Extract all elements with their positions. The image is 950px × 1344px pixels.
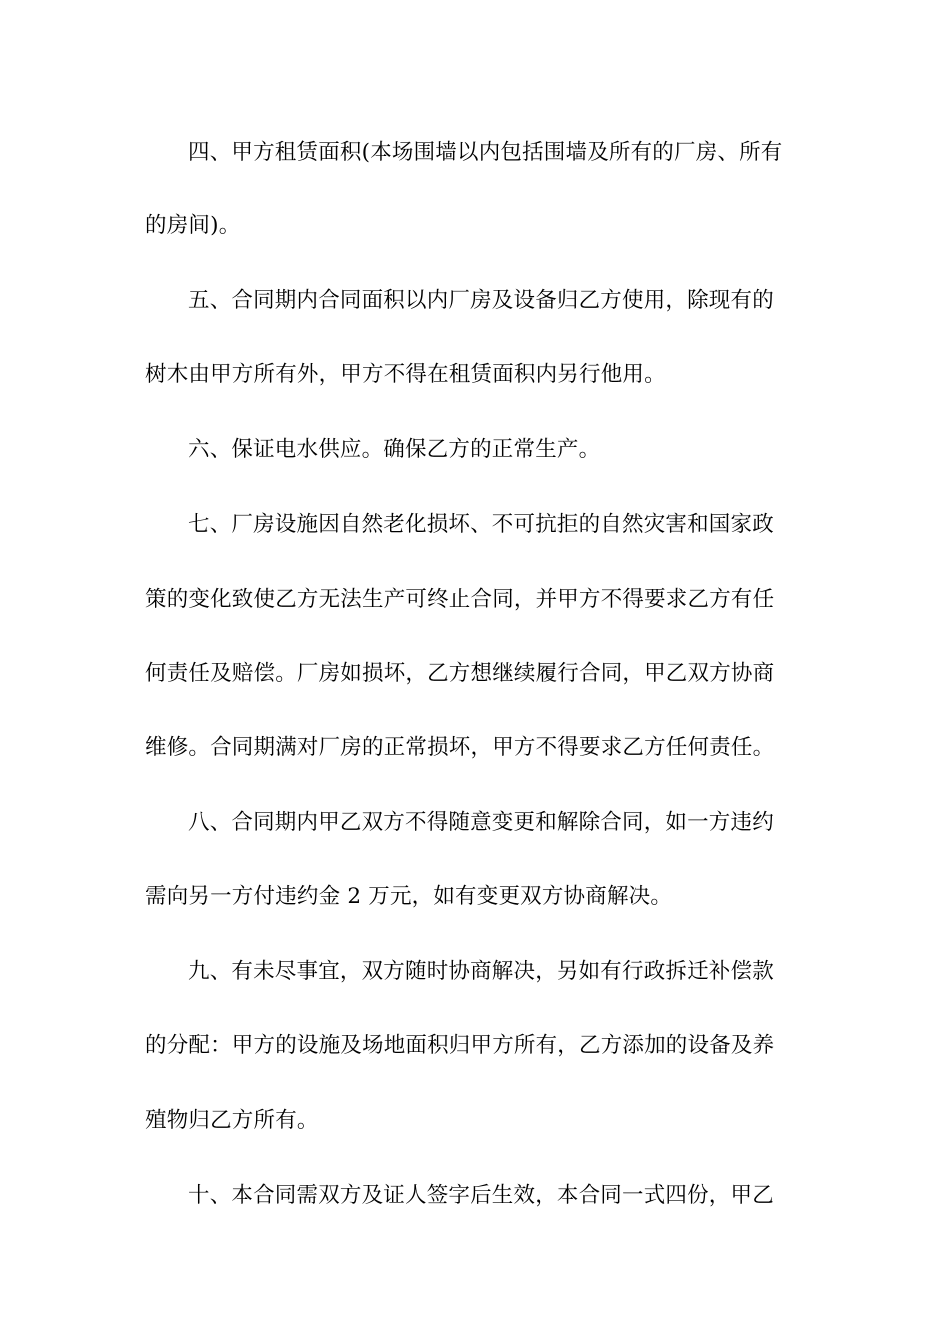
clause-10-line-1: 十、本合同需双方及证人签字后生效，本合同一式四份，甲乙 (188, 1183, 774, 1208)
clause-9-line-3: 殖物归乙方所有。 (145, 1108, 319, 1133)
clause-5-line-1: 五、合同期内合同面积以内厂房及设备归乙方使用，除现有的 (188, 288, 774, 313)
clause-7-line-1: 七、厂房设施因自然老化损坏、不可抗拒的自然灾害和国家政 (188, 512, 774, 537)
clause-5-line-2: 树木由甲方所有外，甲方不得在租赁面积内另行他用。 (145, 362, 666, 387)
clause-4-line-1: 四、甲方租赁面积(本场围墙以内包括围墙及所有的厂房、所有 (188, 140, 783, 165)
clause-8-line-1: 八、合同期内甲乙双方不得随意变更和解除合同，如一方违约 (188, 810, 774, 835)
clause-6-line-1: 六、保证电水供应。确保乙方的正常生产。 (188, 437, 601, 462)
clause-4-line-2: 的房间)。 (145, 213, 241, 238)
clause-7-line-4: 维修。合同期满对厂房的正常损坏，甲方不得要求乙方任何责任。 (145, 735, 775, 760)
clause-7-line-3: 何责任及赔偿。厂房如损坏，乙方想继续履行合同，甲乙双方协商 (145, 661, 775, 686)
clause-9-line-1: 九、有未尽事宜，双方随时协商解决，另如有行政拆迁补偿款 (188, 959, 774, 984)
clause-8-line-2: 需向另一方付违约金 2 万元，如有变更双方协商解决。 (145, 884, 673, 909)
clause-9-line-2: 的分配：甲方的设施及场地面积归甲方所有，乙方添加的设备及养 (145, 1033, 775, 1058)
clause-7-line-2: 策的变化致使乙方无法生产可终止合同，并甲方不得要求乙方有任 (145, 587, 775, 612)
